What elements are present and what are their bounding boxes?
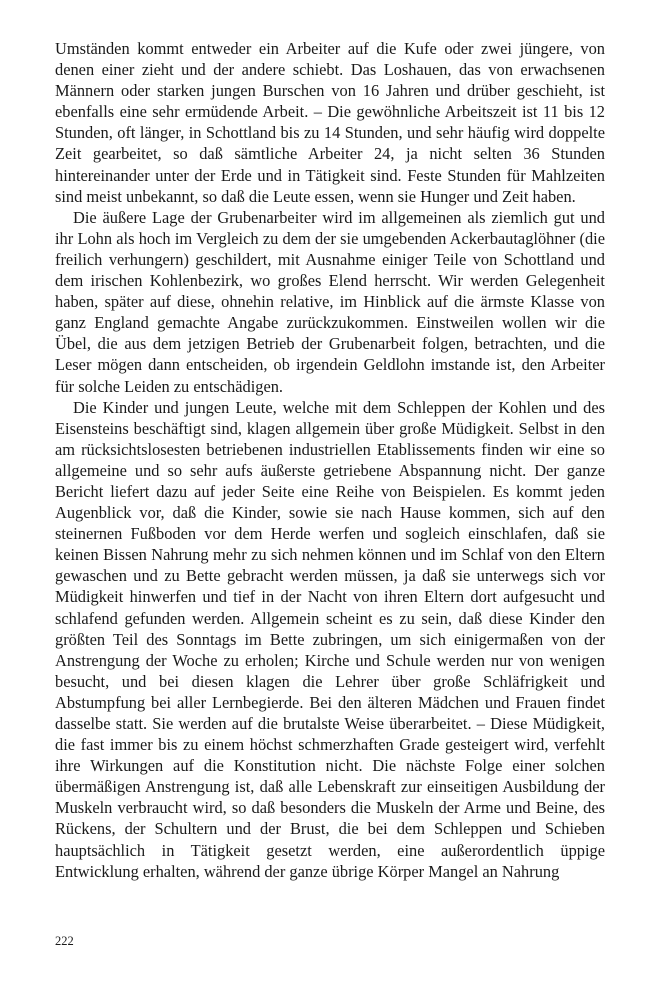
page-number: 222 — [55, 934, 74, 948]
paragraph-1: Umständen kommt entweder ein Arbeiter auf die Kufe oder zwei jüngere, von denen einer zieht und der andere schiebt. Das Loshauen, das von erwachsenen Männern oder starken jungen Burschen von 16 Jahren und drüber geschieht, ist ebenfalls eine sehr ermüdende Arbeit. – Die gewöhnliche Arbeitszeit ist 11 bis 12 Stunden, oft länger, in Schottland bis zu 14 Stunden, und sehr häufig wird doppelte Zeit gearbeitet, so daß sämtliche Arbeiter 24, ja nicht selten 36 Stunden hintereinander unter der Erde und in Tätigkeit sind. Feste Stunden für Mahlzeiten sind meist unbekannt, so daß die Leute essen, wenn sie Hunger und Zeit haben. — [55, 39, 605, 206]
paragraph-2: Die äußere Lage der Grubenarbeiter wird im allgemeinen als ziemlich gut und ihr Lohn als hoch im Vergleich zu dem der sie umgebenden Ackerbautaglöhner (die freilich verhungern) geschildert, mit Ausnahme einiger Teile von Schottland und dem irischen Kohlenbezirk, wo großes Elend herrscht. Wir werden Gelegenheit haben, später auf diese, ohnehin relative, im Hinblick auf die ärmste Klasse von ganz England gemachte Angabe zurückzukommen. Einstweilen wollen wir die Übel, die aus dem jetzigen Betrieb der Grubenarbeit folgen, betrachten, und die Leser mögen dann entscheiden, ob irgendein Geldlohn imstande ist, den Arbeiter für solche Leiden zu entschädigen. — [55, 207, 605, 396]
body-text — [55, 38, 605, 882]
paragraph-3: Die Kinder und jungen Leute, welche mit dem Schleppen der Kohlen und des Eisensteins beschäftigt sind, klagen allgemein über große Müdigkeit. Selbst in den am rücksichtslosesten betriebenen industriellen Etablissements finden wir eine so allgemeine und so sehr aufs äußerste getriebene Abspannung nicht. Der ganze Bericht liefert dazu auf jeder Seite eine Reihe von Beispielen. Es kommt jeden Augenblick vor, daß die Kinder, sowie sie nach Hause kommen, sich auf den steinernen Fußboden vor dem Herde werfen und sogleich einschlafen, daß sie keinen Bissen Nahrung mehr zu sich nehmen können und im Schlaf von den Eltern gewaschen und zu Bette gebracht werden müssen, ja daß sie unterwegs sich vor Müdigkeit hinwerfen und tief in der Nacht von ihren Eltern dort aufgesucht und schlafend gefunden werden. Allgemein scheint es zu sein, daß diese Kinder den größten Teil des Sonntags im Bette zubringen, um sich einigermaßen von der Anstrengung der Woche zu erholen; Kirche und Schule werden nur von wenigen besucht, und bei diesen klagen die Lehrer über große Schläfrigkeit und Abstumpfung bei aller Lernbegierde. Bei den älteren Mädchen und Frauen findet dasselbe statt. Sie werden auf die brutalste Weise überarbeitet. – Diese Müdigkeit, die fast immer bis zu einem höchst schmerzhaften Grade gesteigert wird, verfehlt ihre Wirkungen auf die Konstitution nicht. Die nächste Folge einer solchen übermäßigen Anstrengung ist, daß alle Lebenskraft zur einseitigen Ausbildung der Muskeln verbraucht wird, so daß besonders die Muskeln der Arme und Beine, des Rückens, der Schultern und der Brust, die bei dem Schleppen und Schieben hauptsächlich in Tätigkeit gesetzt werden, eine außerordentlich üppige Entwicklung erhalten, während der ganze übrige Körper Mangel an Nahrung — [55, 397, 605, 881]
